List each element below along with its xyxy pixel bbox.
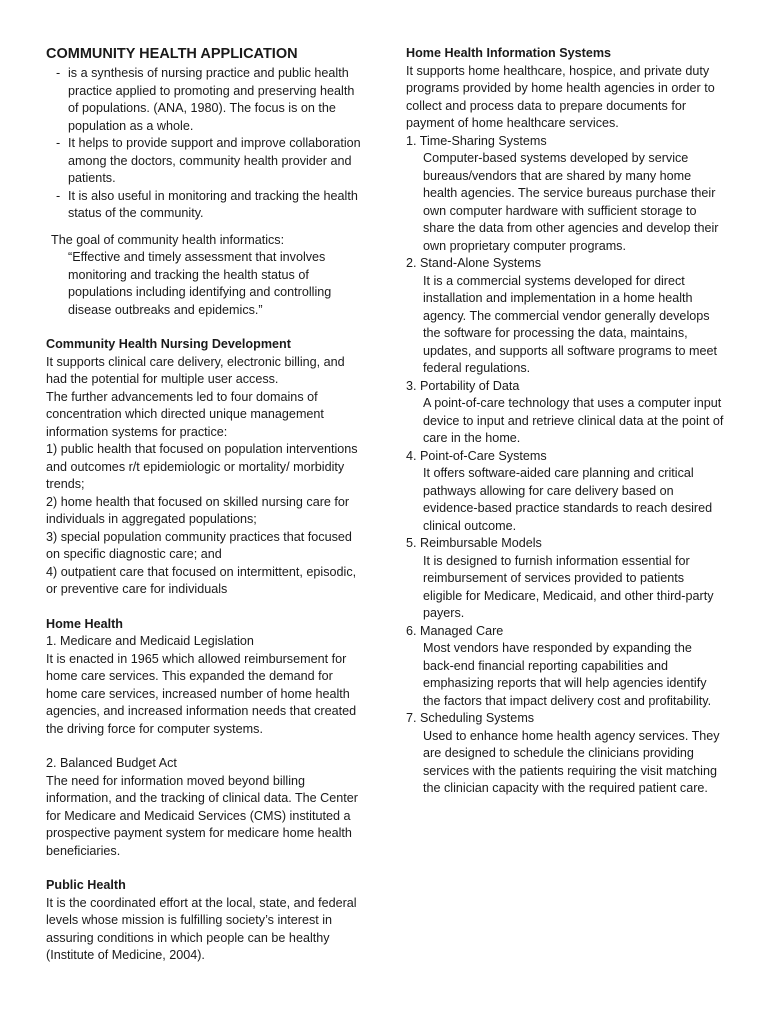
bullet-item: - It helps to provide support and improve collaboration among the doctors, community health provider and patients. xyxy=(56,135,364,188)
goal-intro: The goal of community health informatics: xyxy=(51,232,285,247)
item-desc: Most vendors have responded by expanding the back-end financial reporting capabilities and emphasizing reports that will help agencies identify the factors that impact delivery cost and profitability. xyxy=(423,641,712,708)
paragraph: It is enacted in 1965 which allowed reimbursement for home care services. This expanded the demand for home care services, increased number of home health agencies, and increased information needs that created the driving force for computer systems. xyxy=(46,651,357,736)
list-item: 3) special population community practices that focused on specific diagnostic care; and xyxy=(46,529,352,561)
item-desc: It is a commercial systems developed for direct installation and implementation in a home health agency. The commercial vendor generally develops the software for processing the data, maintains, updates, and supports all software programs to meet federal regulations. xyxy=(423,273,718,375)
list-item: 2) home health that focused on skilled nursing care for individuals in aggregated populations; xyxy=(46,494,350,526)
list-item xyxy=(406,133,724,256)
paragraph: The further advancements led to four domains of concentration which directed unique management information systems for practice: xyxy=(46,389,324,439)
subheading: 1. Medicare and Medicaid Legislation xyxy=(46,634,254,648)
item-title: 5. Reimbursable Models xyxy=(406,536,542,550)
list-item xyxy=(406,255,724,378)
item-desc: Used to enhance home health agency services. They are designed to schedule the clinicians providing services with the patients requiring the visit matching the clinician capacity with the required patient care. xyxy=(423,728,720,795)
list-item xyxy=(406,448,724,536)
paragraph: It supports clinical care delivery, electronic billing, and had the potential for multiple user access. xyxy=(46,354,345,386)
item-title: 2. Stand-Alone Systems xyxy=(406,256,542,270)
section-heading: Home Health xyxy=(46,616,123,631)
bullet-item: - It is also useful in monitoring and tracking the health status of the community. xyxy=(56,188,364,223)
bullet-item: - is a synthesis of nursing practice and public health practice applied to promoting and preserving health of populations. (ANA, 1980). The focus is on the population as a whole. xyxy=(56,65,364,135)
item-desc: It is designed to furnish information essential for reimbursement of services provided to patients eligible for Medicare, Medicaid, and other third-party payers. xyxy=(423,553,714,620)
paragraph: The need for information moved beyond billing information, and the tracking of clinical data. The Center for Medicare and Medicaid Services (CMS) instituted a prospective payment system for medicare home health beneficiaries. xyxy=(46,773,358,858)
item-desc: A point-of-care technology that uses a computer input device to input and retrieve clinical data at the point of care in the home. xyxy=(423,396,724,445)
right-column xyxy=(406,45,724,798)
section-heading: Public Health xyxy=(46,878,126,892)
item-desc: It offers software-aided care planning and critical pathways allowing for care delivery based on evidence-based practice standards to reach desired clinical outcome. xyxy=(423,466,713,533)
goal-block xyxy=(46,232,364,320)
list-item xyxy=(406,378,724,448)
item-desc: Computer-based systems developed by service bureaus/vendors that are shared by many home health agencies. The service bureaus purchase their own computer hardware with sufficient storage to share the data from other agencies and develop their own proprietary computer programs. xyxy=(423,151,719,253)
item-title: 7. Scheduling Systems xyxy=(406,711,535,725)
goal-quote: “Effective and timely assessment that involves monitoring and tracking the health status of populations including identifying and controlling disease outbreaks and epidemics.” xyxy=(68,250,332,317)
section-heading: Home Health Information Systems xyxy=(406,46,612,60)
definition-bullets xyxy=(46,65,364,223)
list-item xyxy=(406,623,724,711)
item-title: 1. Time-Sharing Systems xyxy=(406,133,547,148)
item-title: 3. Portability of Data xyxy=(406,378,520,393)
paragraph: It is the coordinated effort at the local, state, and federal levels whose mission is fulfilling society’s interest in assuring conditions in which people can be healthy (Institute of Medicine, 2004). xyxy=(46,895,357,962)
paragraph: It supports home healthcare, hospice, and private duty programs provided by home health agencies in order to collect and process data to prepare documents for payment of home healthcare services. xyxy=(406,63,715,130)
list-item: 4) outpatient care that focused on intermittent, episodic, or preventive care for individuals xyxy=(46,564,357,596)
list-item xyxy=(406,535,724,623)
public-health-section xyxy=(46,877,364,965)
home-health-section xyxy=(46,616,364,861)
list-item xyxy=(406,710,724,798)
item-title: 4. Point-of-Care Systems xyxy=(406,448,547,463)
subheading: 2. Balanced Budget Act xyxy=(46,756,177,770)
left-column xyxy=(46,45,364,965)
item-title: 6. Managed Care xyxy=(406,623,504,638)
page-title: COMMUNITY HEALTH APPLICATION xyxy=(46,46,298,62)
chnd-section xyxy=(46,336,364,599)
list-item: 1) public health that focused on population interventions and outcomes r/t epidemiologic or mortality/ morbidity trends; xyxy=(46,442,358,491)
section-heading: Community Health Nursing Development xyxy=(46,337,291,351)
